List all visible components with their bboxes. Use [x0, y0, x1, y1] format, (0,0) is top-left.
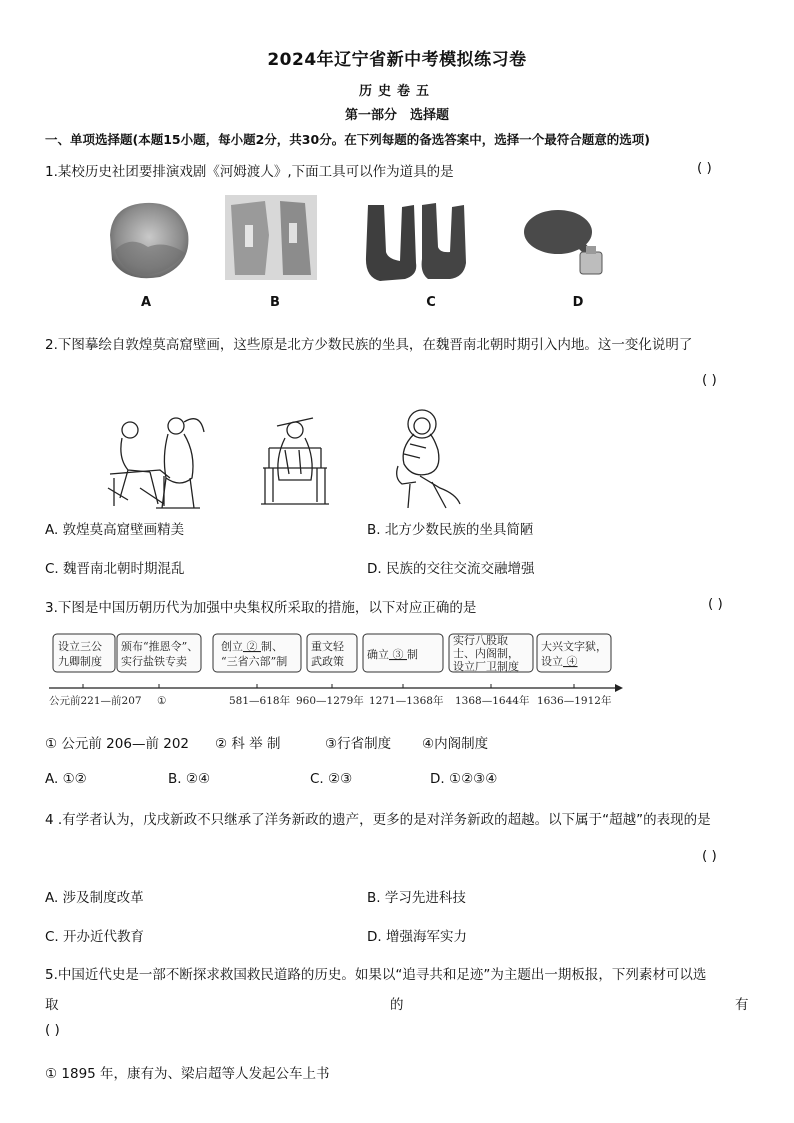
q2-answer-bracket: ( ) — [702, 372, 717, 388]
timeline-box-1-line1: 设立三公 — [58, 640, 102, 653]
part-heading: 第一部分 选择题 — [344, 108, 449, 123]
timeline-box-1-line2: 九卿制度 — [58, 655, 102, 668]
q1-label-a: A — [140, 295, 152, 310]
q4-stem: 4 .有学者认为，戊戌新政不只继承了洋务新政的遗产，更多的是对洋务新政的超越。以下属于“超越”的表现的是 — [45, 812, 711, 828]
timeline-box-5-line1: 确立 ③ 制 — [367, 648, 418, 661]
q3-note-2: ② 科 举 制 — [215, 736, 281, 752]
bone-tools-image — [225, 195, 317, 280]
q2-stem: 2.下图摹绘自敦煌莫高窟壁画，这些原是北方少数民族的坐具，在魏晋南北朝时期引入内地。这一变化说明了 — [45, 337, 693, 353]
q1-label-d: D — [572, 295, 584, 310]
timeline-date-4: 960—1279年 — [296, 695, 364, 707]
section-heading: 一、单项选择题(本题15小题，每小题2分，共30分。在下列每题的备选答案中，选择一个最符合题意的选项) — [45, 132, 650, 147]
q4-option-c: C. 开办近代教育 — [45, 929, 145, 945]
stone-ladle-image — [520, 202, 620, 282]
timeline-date-1: 公元前221—前207 — [49, 695, 142, 707]
timeline-date-5: 1271—1368年 — [369, 695, 444, 707]
q3-stem: 3.下图是中国历朝历代为加强中央集权所采取的措施，以下对应正确的是 — [45, 600, 477, 616]
q4-option-b: B. 学习先进科技 — [367, 890, 466, 906]
q4-answer-bracket: ( ) — [702, 848, 717, 864]
q2-option-a: A. 敦煌莫高窟壁画精美 — [45, 522, 185, 538]
q5-item-1: ① 1895 年，康有为、梁启超等人发起公车上书 — [45, 1066, 330, 1082]
q5-stem: 5.中国近代史是一部不断探求救国救民道路的历史。如果以“追寻共和足迹”为主题出一期板报，下列素材可以选 — [45, 967, 707, 983]
q1-stem: 1.某校历史社团要排演戏剧《河姆渡人》,下面工具可以作为道具的是 — [45, 164, 454, 180]
timeline-box-6-line2: 士、内阁制， — [453, 647, 519, 660]
timeline-box-2-line2: 实行盐铁专卖 — [121, 655, 187, 668]
q2-option-d: D. 民族的交往交流交融增强 — [367, 561, 535, 577]
timeline-box-2-line1: 颁布“推恩令”、 — [121, 640, 199, 653]
q3-note-4: ④内阁制度 — [422, 736, 489, 752]
q4-option-a: A. 涉及制度改革 — [45, 890, 144, 906]
q5-stem-char-3: 有 — [735, 997, 749, 1013]
q3-option-c: C. ②③ — [310, 771, 353, 787]
timeline-box-7-line2: 设立 ④ — [541, 655, 578, 668]
mural-haloed-figure-image — [380, 404, 470, 512]
q4-option-d: D. 增强海军实力 — [367, 929, 467, 945]
timeline-box-7-line1: 大兴文字狱， — [541, 640, 607, 653]
timeline-box-3-line1: 创立 ② 制、 — [221, 640, 283, 653]
timeline-box-3-line2: “三省六部”制 — [221, 655, 288, 668]
q3-option-b: B. ②④ — [168, 771, 211, 787]
timeline-box-4-line1: 重文轻 — [311, 640, 344, 653]
q3-answer-bracket: ( ) — [708, 596, 723, 612]
timeline-date-6: 1368—1644年 — [455, 695, 530, 707]
q3-note-3: ③行省制度 — [325, 736, 392, 752]
q3-option-d: D. ①②③④ — [430, 771, 498, 787]
timeline-box-6-line3: 设立厂卫制度 — [453, 660, 519, 673]
q2-option-b: B. 北方少数民族的坐具简陋 — [367, 522, 534, 538]
exam-subtitle: 历史卷五 — [358, 84, 435, 99]
q1-label-b: B — [270, 295, 280, 310]
timeline-box-4-line2: 武政策 — [311, 655, 344, 668]
bone-spade-image — [360, 197, 470, 285]
q3-option-a: A. ①② — [45, 771, 87, 787]
pottery-fragment-image — [100, 195, 195, 285]
q1-label-c: C — [426, 295, 436, 310]
q5-stem-char-1: 取 — [45, 997, 59, 1013]
q3-note-1: ① 公元前 206—前 202 — [45, 736, 190, 752]
mural-figures-seated-image — [100, 408, 210, 513]
mural-chair-figure-image — [255, 408, 335, 508]
q2-option-c: C. 魏晋南北朝时期混乱 — [45, 561, 185, 577]
timeline-box-6-line1: 实行八股取 — [453, 634, 508, 647]
q5-stem-char-2: 的 — [390, 997, 404, 1013]
exam-title: 2024年辽宁省新中考模拟练习卷 — [267, 50, 527, 70]
q5-answer-bracket: ( ) — [45, 1022, 60, 1038]
timeline-date-3: 581—618年 — [229, 695, 291, 707]
dynasty-timeline — [45, 630, 625, 712]
q1-answer-bracket: ( ) — [697, 160, 712, 176]
timeline-date-2: ① — [157, 695, 167, 707]
timeline-date-7: 1636—1912年 — [537, 695, 612, 707]
timeline-arrow — [615, 684, 623, 692]
